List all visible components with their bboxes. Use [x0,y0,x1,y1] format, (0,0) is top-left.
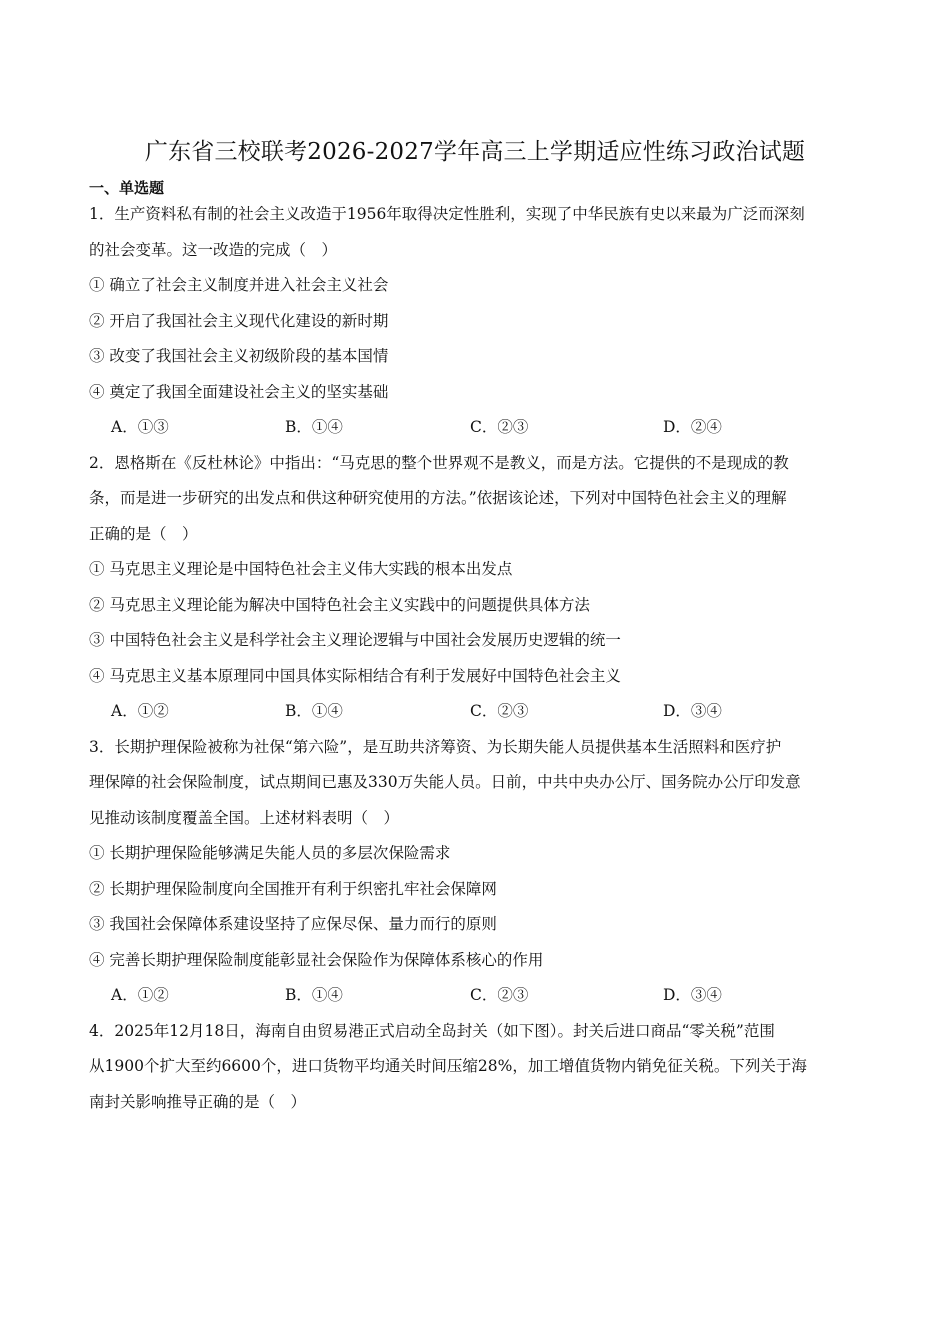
section-heading: 一、单选题 [89,179,165,197]
option-d: D．②④ [663,418,722,436]
statement: ④ 完善长期护理保险制度能彰显社会保险作为保障体系核心的作用 [89,950,544,969]
statement: ① 马克思主义理论是中国特色社会主义伟大实践的根本出发点 [89,560,513,578]
question-stem-line: 1．生产资料私有制的社会主义改造于1956年取得决定性胜利，实现了中华民族有史以来最为广泛而深刻 [89,205,805,223]
question-3 [89,730,869,1014]
answer-options [89,694,869,730]
question-stem-line: 4．2025年12月18日，海南自由贸易港正式启动全岛封关（如下图）。封关后进口商品“零关税”范围 [89,1021,775,1040]
statement: ② 马克思主义理论能为解决中国特色社会主义实践中的问题提供具体方法 [89,595,590,614]
statement: ② 开启了我国社会主义现代化建设的新时期 [89,311,389,330]
statement: ① 长期护理保险能够满足失能人员的多层次保险需求 [89,844,451,862]
statement: ③ 改变了我国社会主义初级阶段的基本国情 [89,347,389,365]
answer-options [89,410,869,446]
statement: ① 确立了社会主义制度并进入社会主义社会 [89,276,389,294]
statement: ④ 马克思主义基本原理同中国具体实际相结合有利于发展好中国特色社会主义 [89,666,621,685]
option-b: B．①④ [285,702,343,720]
question-stem-line: 正确的是（ ） [89,524,198,543]
option-c: C．②③ [470,418,529,436]
question-stem-line: 的社会变革。这一改造的完成（ ） [89,240,338,259]
question-stem-line: 南封关影响推导正确的是（ ） [89,1092,307,1111]
question-stem-line: 条，而是进一步研究的出发点和供这种研究使用的方法。”依据该论述，下列对中国特色社会主义的理解 [89,489,787,507]
question-4 [89,1014,869,1121]
option-a: A．①② [111,702,169,720]
question-stem-line: 2．恩格斯在《反杜林论》中指出：“马克思的整个世界观不是教义，而是方法。它提供的不是现成的教 [89,453,789,472]
question-2 [89,446,869,730]
statement: ④ 奠定了我国全面建设社会主义的坚实基础 [89,382,389,401]
answer-options [89,978,869,1014]
question-stem-line: 3．长期护理保险被称为社保“第六险”，是互助共济筹资、为长期失能人员提供基本生活照料和医疗护 [89,737,782,756]
question-stem-line: 见推动该制度覆盖全国。上述材料表明（ ） [89,808,400,827]
option-b: B．①④ [285,418,343,436]
option-a: A．①③ [111,418,169,436]
question-stem-line: 理保障的社会保险制度，试点期间已惠及330万失能人员。日前，中共中央办公厅、国务院办公厅印发意 [89,773,801,791]
question-stem-line: 从1900个扩大至约6600个，进口货物平均通关时间压缩28%，加工增值货物内销免征关税。下列关于海 [89,1057,807,1075]
question-list [89,197,869,1120]
statement: ② 长期护理保险制度向全国推开有利于织密扎牢社会保障网 [89,879,497,898]
option-d: D．③④ [663,986,722,1004]
option-b: B．①④ [285,986,343,1004]
question-1 [89,197,869,446]
option-d: D．③④ [663,702,722,720]
option-c: C．②③ [470,702,529,720]
statement: ③ 中国特色社会主义是科学社会主义理论逻辑与中国社会发展历史逻辑的统一 [89,631,621,649]
option-a: A．①② [111,986,169,1004]
page-title: 广东省三校联考2026-2027学年高三上学期适应性练习政治试题 [144,139,806,165]
statement: ③ 我国社会保障体系建设坚持了应保尽保、量力而行的原则 [89,915,497,933]
option-c: C．②③ [470,986,529,1004]
